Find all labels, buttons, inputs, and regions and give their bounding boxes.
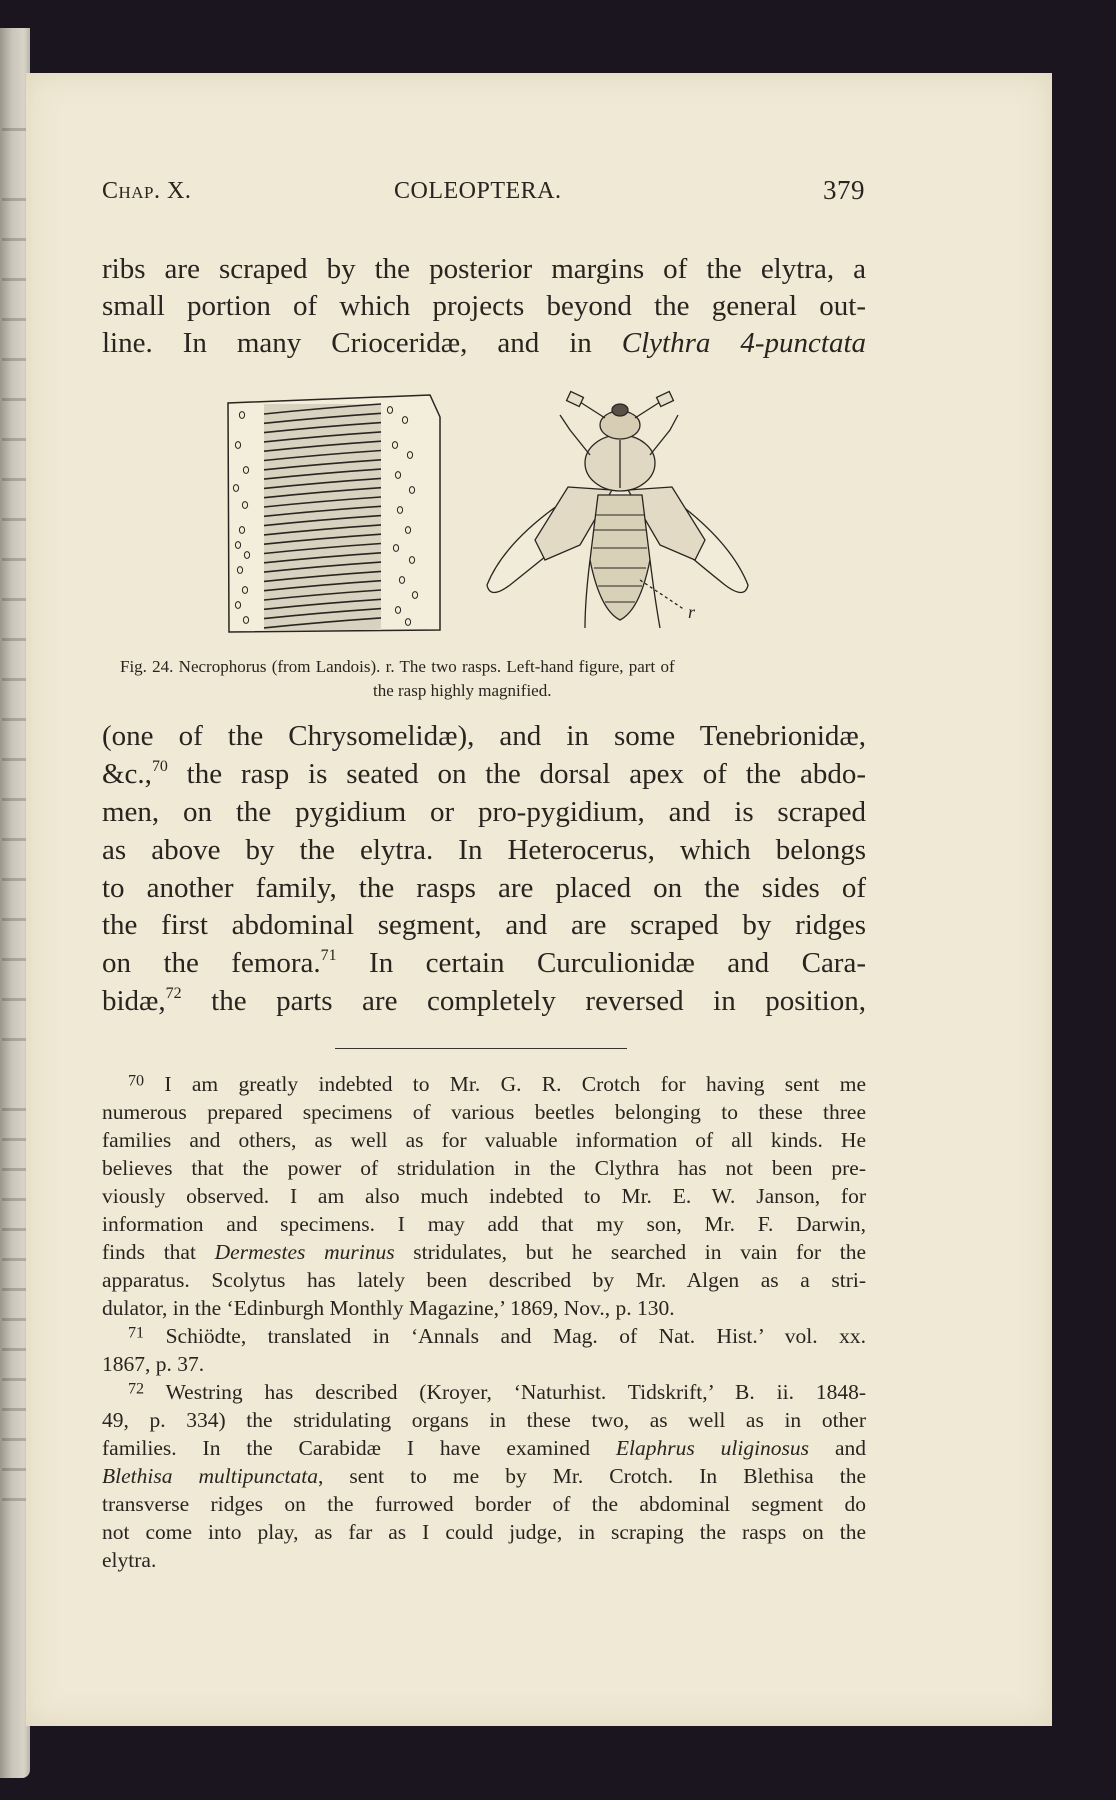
body-line: small portion of which projects beyond the general out- [102,290,866,322]
footnote-72-line: not come into play, as far as I could judge, in scraping the rasps on the [102,1520,866,1544]
footnote-ref: 70 [151,758,168,776]
italic-species: Clythra 4-punctata [621,327,867,359]
footnote-70-line: believes that the power of stridulation in the Clythra has not been pre- [102,1156,866,1180]
body-line: ribs are scraped by the posterior margins of the elytra, a [102,253,866,285]
footnote-70-line: families and others, as well as for valuable information of all kinds. He [102,1128,866,1152]
footnote-72-line: families. In the Carabidæ I have examined Elaphrus uliginosus and [102,1436,866,1460]
body-line: the first abdominal segment, and are scraped by ridges [102,909,866,941]
figure-caption-line: the rasp highly magnified. [373,681,552,700]
body-line: men, on the pygidium or pro-pygidium, and is scraped [102,796,866,828]
footnote-72-line: elytra. [102,1548,157,1572]
page-number: 379 [823,175,865,205]
footnote-ref: 72 [165,985,182,1003]
necrophorus-beetle-illustration [487,392,748,628]
body-line: &c.,$^{70}$ the rasp is seated on the dorsal apex of the abdo- [102,758,866,790]
footnote-72-line: $^{72}$ Westring has described (Kroyer, ‘Naturhist. Tidskrift,’ B. ii. 1848- [128,1380,866,1404]
figure-caption-line: Fig. 24. Necrophorus (from Landois). r. The two rasps. Left-hand figure, part of [120,657,675,676]
rasp-label-r: r [688,602,696,622]
footnote-70-line: finds that Dermestes murinus stridulates, but he searched in vain for the [102,1240,866,1264]
figure-24 [0,0,1116,700]
body-line: (one of the Chrysomelidæ), and in some Tenebrionidæ, [102,720,866,752]
footnote-70-line: dulator, in the ‘Edinburgh Monthly Magazine,’ 1869, Nov., p. 130. [102,1296,675,1320]
body-line: on the femora.$^{71}$ In certain Curculionidæ and Cara- [102,947,866,979]
body-line: bidæ,$^{72}$ the parts are completely reversed in position, [102,985,866,1017]
footnote-70-line: $^{70}$ I am greatly indebted to Mr. G. R. Crotch for having sent me [128,1072,866,1096]
footnote-70-line: apparatus. Scolytus has lately been described by Mr. Algen as a stri- [102,1268,866,1292]
footnote-71-line: $^{71}$ Schiödte, translated in ‘Annals and Mag. of Nat. Hist.’ vol. xx. [128,1324,867,1348]
footnote-70-line: information and specimens. I may add that my son, Mr. F. Darwin, [102,1212,866,1236]
body-line: as above by the elytra. In Heterocerus, which belongs [102,834,866,866]
footnote-72-line: 49, p. 334) the stridulating organs in these two, as well as in other [102,1408,866,1432]
footnote-ref: 71 [320,947,337,965]
footnote-70-line: numerous prepared specimens of various beetles belonging to these three [102,1100,866,1124]
footnote-rule [335,1048,627,1049]
footnote-72-line: Blethisa multipunctata, sent to me by Mr. Crotch. In Blethisa the [102,1464,866,1488]
body-line: to another family, the rasps are placed on the sides of [102,872,866,904]
running-head-title: COLEOPTERA. [394,178,562,204]
footnote-72-line: transverse ridges on the furrowed border of the abdominal segment do [102,1492,866,1516]
rasp-magnified-illustration [228,395,440,632]
running-head-chapter: Chap. X. [102,178,192,204]
footnote-70-line: viously observed. I am also much indebted to Mr. E. W. Janson, for [102,1184,866,1208]
footnote-71-line: 1867, p. 37. [102,1352,205,1376]
body-line: line. In many Crioceridæ, and in Clythra 4-punctata [102,327,867,359]
